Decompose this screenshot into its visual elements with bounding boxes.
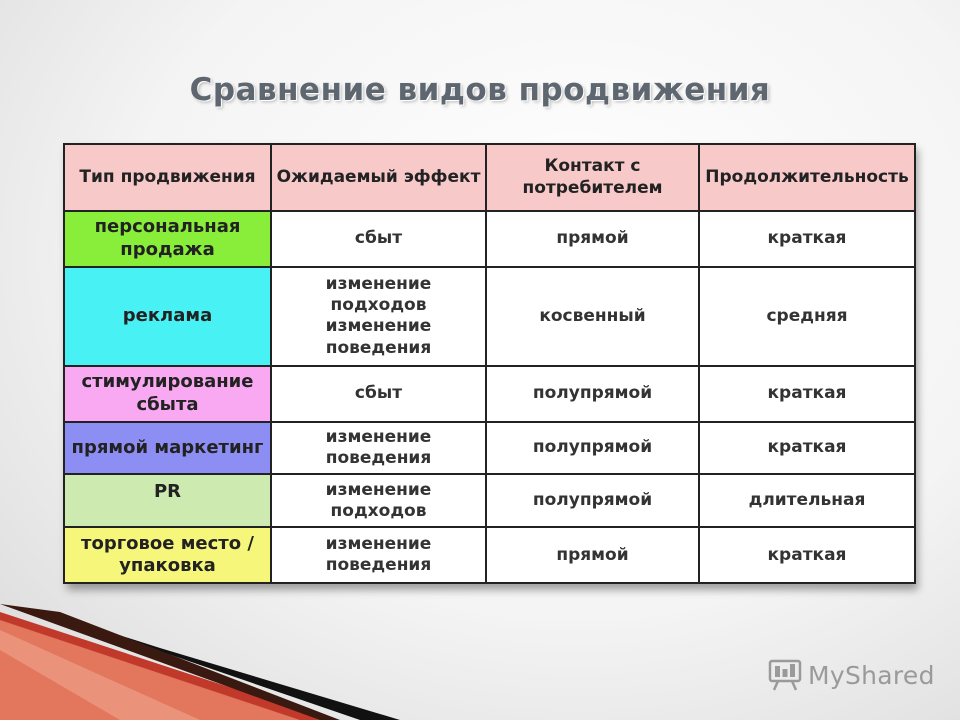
- cell-type: торговое место / упаковка: [64, 527, 271, 583]
- cell-effect: изменение поведения: [271, 527, 486, 583]
- table-row: [64, 527, 915, 583]
- header-contact: Контакт с потребителем: [486, 144, 699, 211]
- cell-contact: полупрямой: [486, 366, 699, 422]
- table-row: [64, 211, 915, 267]
- cell-duration: длительная: [699, 474, 915, 527]
- cell-type: персональная продажа: [64, 211, 271, 267]
- cell-contact: полупрямой: [486, 422, 699, 475]
- cell-effect: изменение поведения: [271, 422, 486, 475]
- cell-contact: прямой: [486, 527, 699, 583]
- cell-contact: косвенный: [486, 267, 699, 366]
- cell-contact: полупрямой: [486, 474, 699, 527]
- cell-duration: средняя: [699, 267, 915, 366]
- promotion-comparison-table: [63, 143, 914, 584]
- table-row: [64, 422, 915, 475]
- table-row: [64, 474, 915, 527]
- cell-duration: краткая: [699, 211, 915, 267]
- cell-effect: изменение подходов изменение поведения: [271, 267, 486, 366]
- table-header-row: [64, 144, 915, 211]
- cell-duration: краткая: [699, 366, 915, 422]
- cell-effect: изменение подходов: [271, 474, 486, 527]
- cell-type: реклама: [64, 267, 271, 366]
- presentation-board-icon: [768, 658, 802, 692]
- cell-duration: краткая: [699, 422, 915, 475]
- cell-effect: сбыт: [271, 366, 486, 422]
- brand-logo: [768, 655, 935, 695]
- cell-type: прямой маркетинг: [64, 422, 271, 475]
- comparison-table: [63, 143, 916, 584]
- cell-type: PR: [64, 474, 271, 527]
- cell-type: стимулирование сбыта: [64, 366, 271, 422]
- cell-duration: краткая: [699, 527, 915, 583]
- table-row: [64, 366, 915, 422]
- slide-title: Сравнение видов продвижения: [189, 72, 771, 108]
- table-row: [64, 267, 915, 366]
- cell-contact: прямой: [486, 211, 699, 267]
- header-effect: Ожидаемый эффект: [271, 144, 486, 211]
- decorative-corner-stripes: [0, 590, 400, 720]
- header-duration: Продолжительность: [699, 144, 915, 211]
- header-type: Тип продвижения: [64, 144, 271, 211]
- cell-effect: сбыт: [271, 211, 486, 267]
- brand-name: MyShared: [808, 660, 935, 690]
